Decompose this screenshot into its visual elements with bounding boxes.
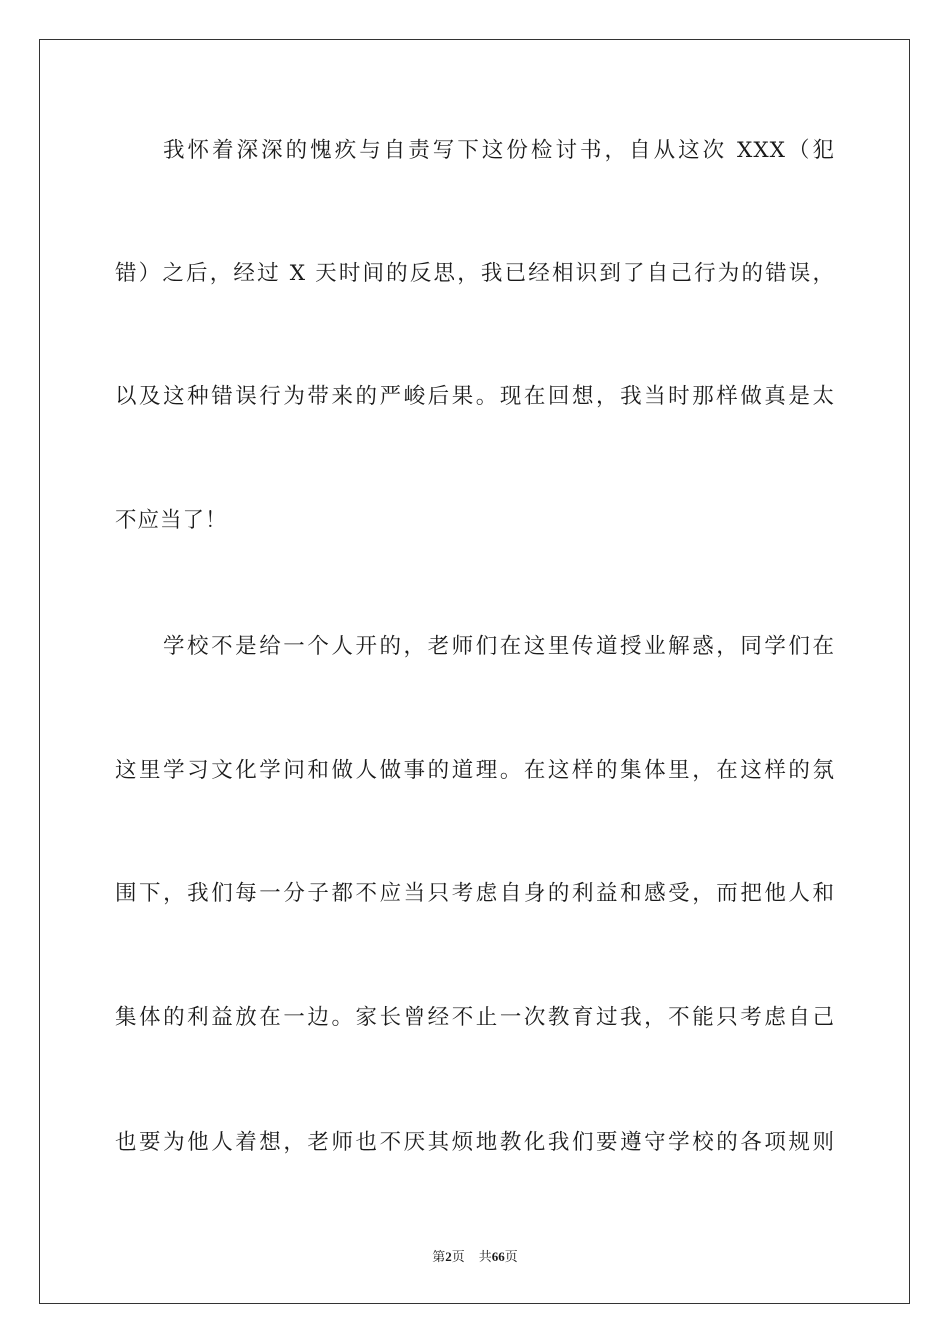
page-footer <box>0 1248 950 1267</box>
paragraph-1-line-1: 我怀着深深的愧疚与自责写下这份检讨书，自从这次 XXX（犯 <box>163 138 835 163</box>
paragraph-2-line-2: 这里学习文化学问和做人做事的道理。在这样的集体里，在这样的氛 <box>115 758 835 783</box>
total-pages: 66 <box>491 1249 505 1264</box>
paragraph-2-line-5: 也要为他人着想，老师也不厌其烦地教化我们要遵守学校的各项规则 <box>115 1130 835 1155</box>
page-prefix: 第 <box>432 1250 446 1265</box>
page-number: 2 <box>445 1249 452 1264</box>
paragraph-1-line-3: 以及这种错误行为带来的严峻后果。现在回想，我当时那样做真是太 <box>115 384 835 409</box>
paragraph-2-line-3: 围下，我们每一分子都不应当只考虑自身的利益和感受，而把他人和 <box>115 881 835 906</box>
total-prefix: 共 <box>478 1250 492 1265</box>
page-suffix: 页 <box>451 1250 465 1265</box>
total-suffix: 页 <box>504 1250 518 1265</box>
page-border <box>39 39 910 1304</box>
paragraph-1-line-2: 错）之后，经过 X 天时间的反思，我已经相识到了自己行为的错误， <box>115 261 835 286</box>
paragraph-1-line-4: 不应当了！ <box>115 508 228 533</box>
paragraph-2-line-1: 学校不是给一个人开的，老师们在这里传道授业解惑，同学们在 <box>163 634 835 659</box>
paragraph-2-line-4: 集体的利益放在一边。家长曾经不止一次教育过我，不能只考虑自己 <box>115 1005 835 1030</box>
